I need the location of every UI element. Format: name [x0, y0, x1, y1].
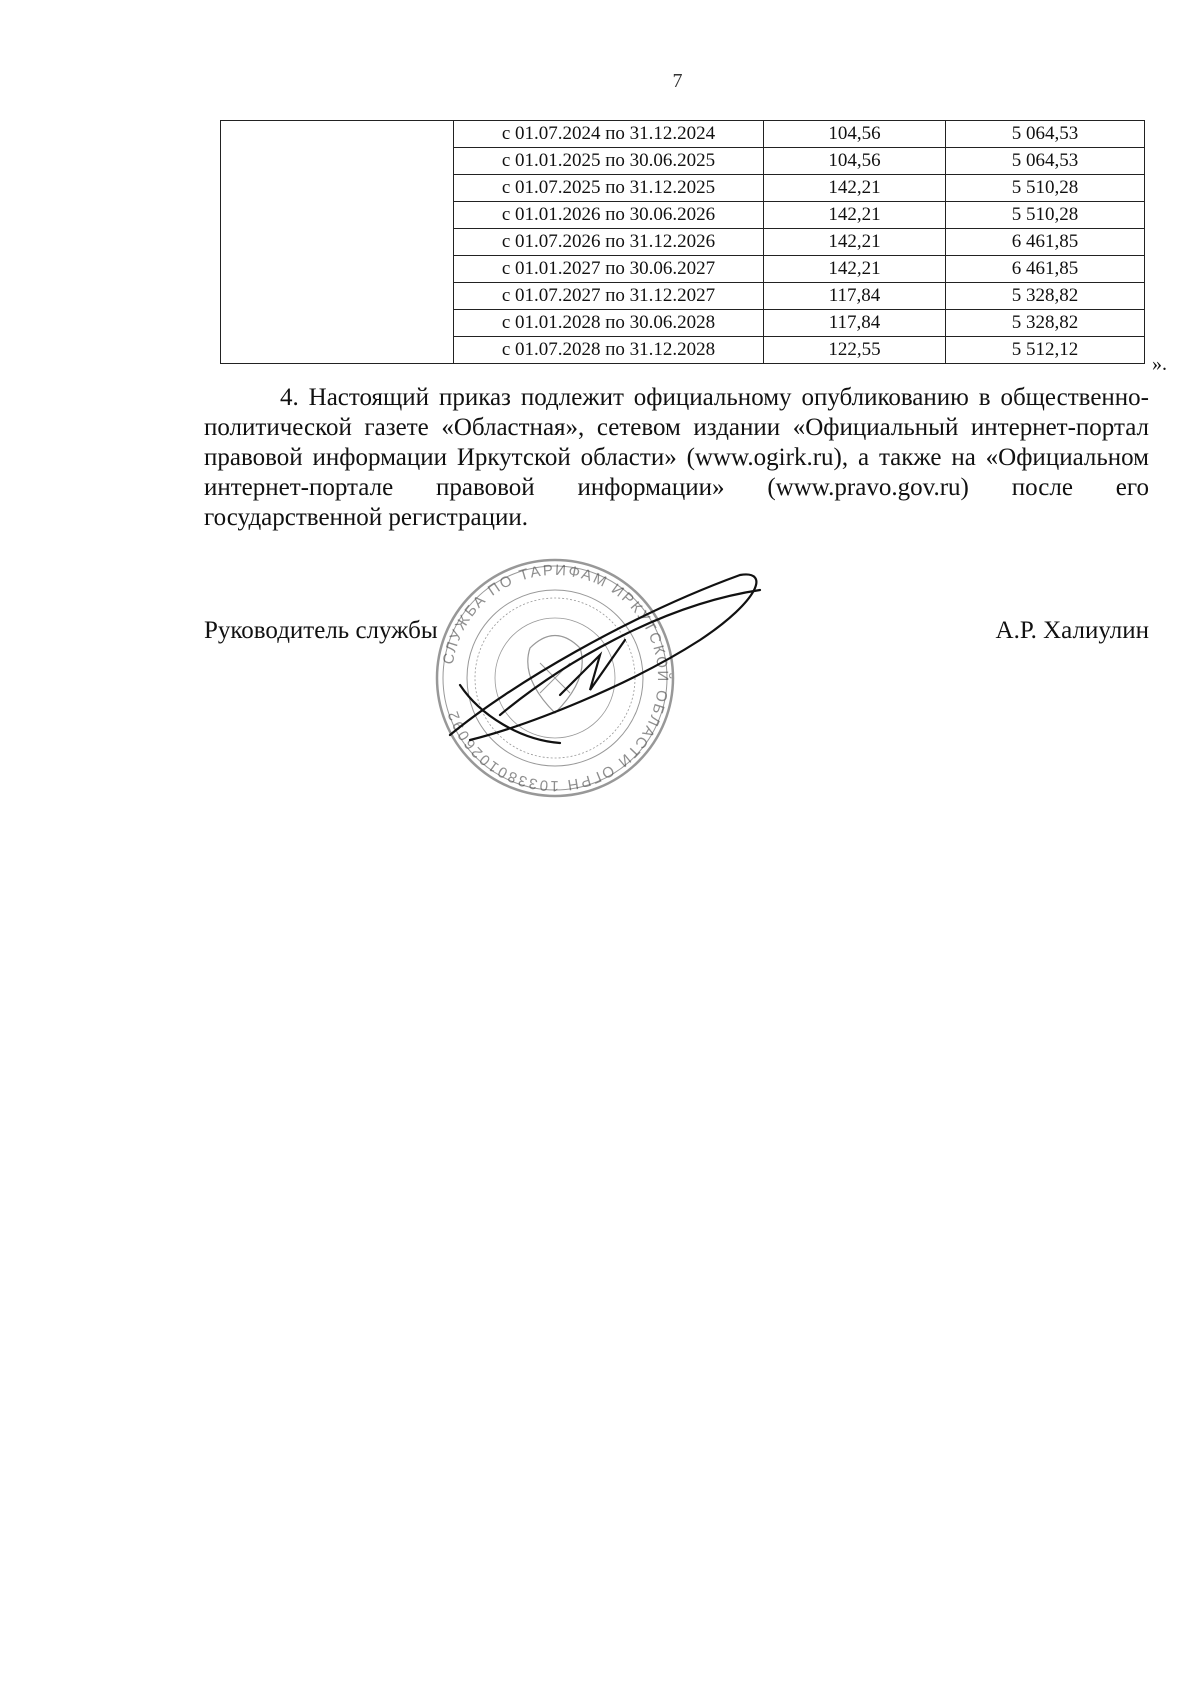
value2-cell: 5 510,28 [946, 175, 1145, 202]
period-cell: с 01.01.2028 по 30.06.2028 [454, 310, 764, 337]
empty-cell [221, 121, 454, 364]
paragraph-4: 4. Настоящий приказ подлежит официальному опубликованию в общественно-политической газете «Областная», сетевом издании «Официальный интернет-портал правовой информации Иркутской области» (www.ogirk.ru), а также на «Официальном интернет-портале правовой информации» (www.pravo.gov.ru) после его государственной регистрации. [204, 384, 1149, 531]
value1-cell: 117,84 [764, 310, 946, 337]
value1-cell: 142,21 [764, 256, 946, 283]
value2-cell: 6 461,85 [946, 256, 1145, 283]
table-row [221, 121, 1145, 148]
value2-cell: 5 328,82 [946, 310, 1145, 337]
tariff-table [220, 120, 1145, 364]
value1-cell: 142,21 [764, 229, 946, 256]
period-cell: с 01.01.2025 по 30.06.2025 [454, 148, 764, 175]
signer-title: Руководитель службы [204, 617, 438, 644]
value2-cell: 6 461,85 [946, 229, 1145, 256]
period-cell: с 01.01.2026 по 30.06.2026 [454, 202, 764, 229]
value2-cell: 5 328,82 [946, 283, 1145, 310]
value1-cell: 142,21 [764, 202, 946, 229]
period-cell: с 01.01.2027 по 30.06.2027 [454, 256, 764, 283]
value1-cell: 142,21 [764, 175, 946, 202]
value1-cell: 104,56 [764, 148, 946, 175]
signer-name: А.Р. Халиулин [995, 617, 1149, 644]
period-cell: с 01.07.2027 по 31.12.2027 [454, 283, 764, 310]
value2-cell: 5 064,53 [946, 148, 1145, 175]
period-cell: с 01.07.2024 по 31.12.2024 [454, 121, 764, 148]
page-number: 7 [672, 70, 683, 92]
value2-cell: 5 512,12 [946, 337, 1145, 364]
tariff-table-body [221, 121, 1145, 364]
value2-cell: 5 064,53 [946, 121, 1145, 148]
closing-quote: ». [1152, 353, 1167, 375]
period-cell: с 01.07.2025 по 31.12.2025 [454, 175, 764, 202]
period-cell: с 01.07.2028 по 31.12.2028 [454, 337, 764, 364]
value1-cell: 104,56 [764, 121, 946, 148]
value2-cell: 5 510,28 [946, 202, 1145, 229]
value1-cell: 117,84 [764, 283, 946, 310]
handwritten-signature [440, 565, 780, 755]
value1-cell: 122,55 [764, 337, 946, 364]
period-cell: с 01.07.2026 по 31.12.2026 [454, 229, 764, 256]
stamp-text: СЛУЖБА ПО ТАРИФАМ ИРКУТСКОЙ ОБЛАСТИ ОГРН 1033801026092 [439, 561, 672, 795]
